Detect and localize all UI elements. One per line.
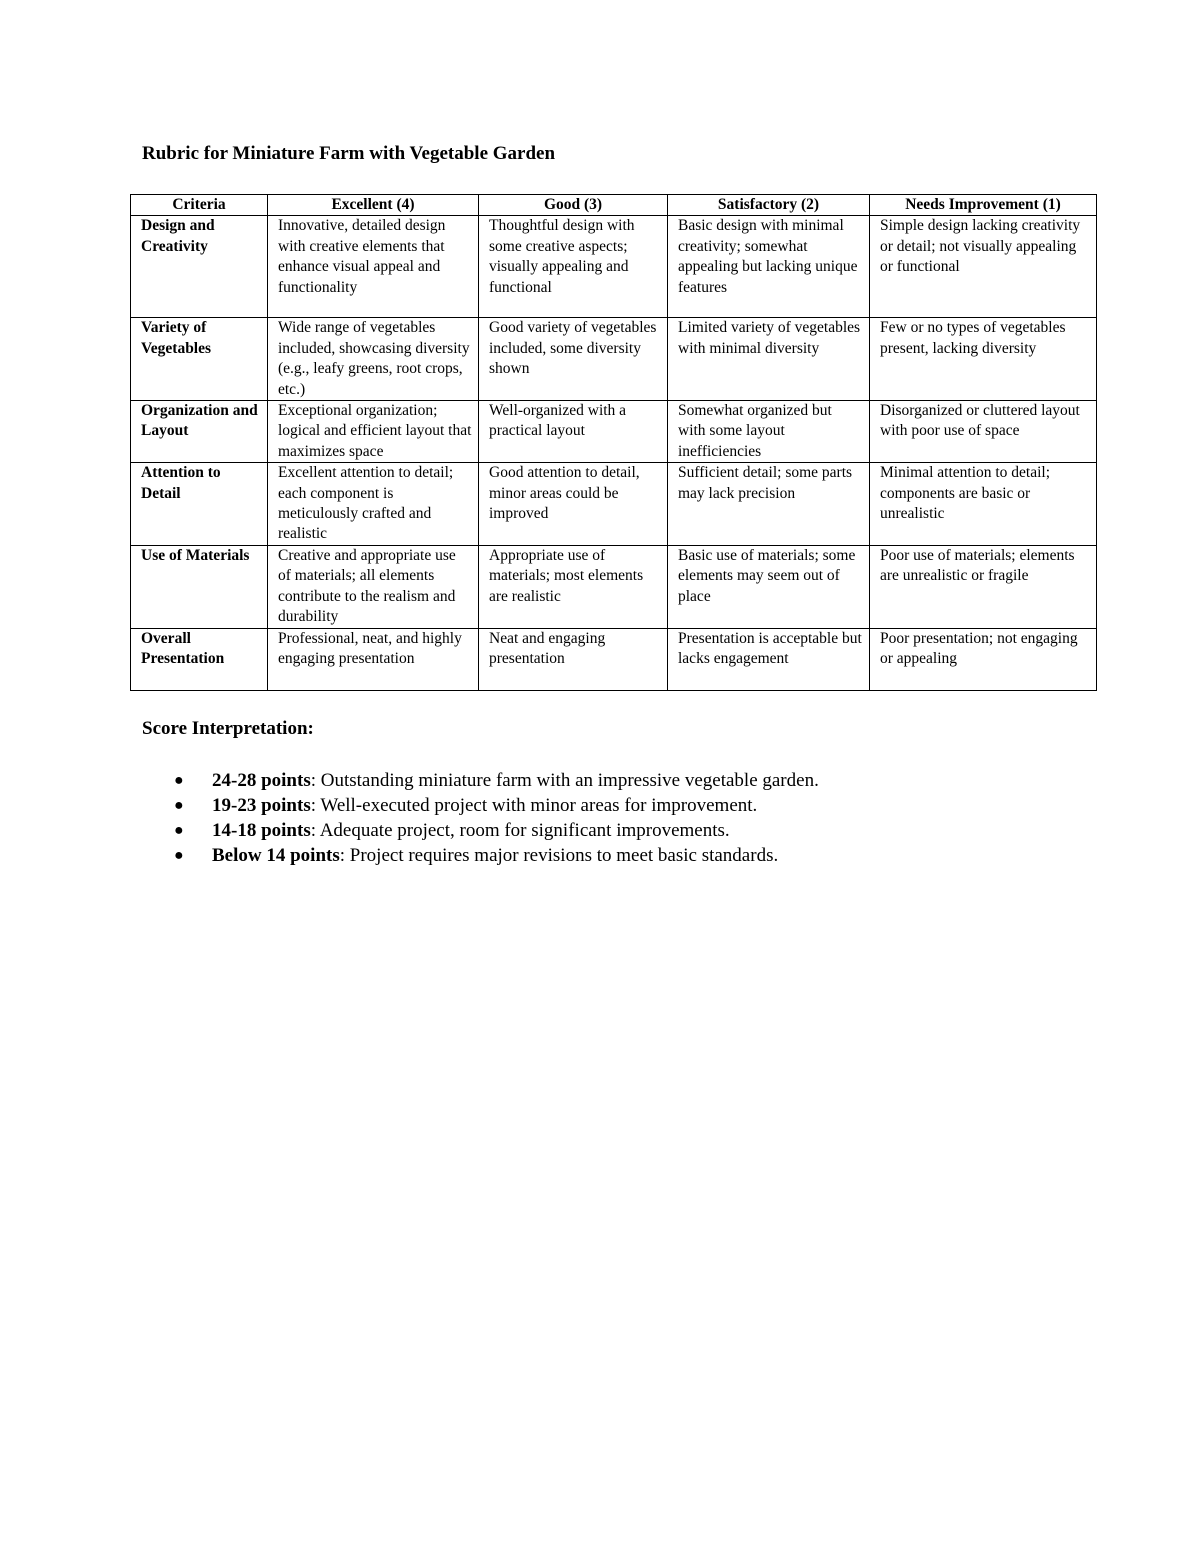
column-header-satisfactory: Satisfactory (2) <box>668 195 870 216</box>
excellent-cell: Wide range of vegetables included, showcasing diversity (e.g., leafy greens, root crops, etc.) <box>268 318 479 401</box>
excellent-cell: Excellent attention to detail; each component is meticulously crafted and realistic <box>268 463 479 546</box>
good-cell: Thoughtful design with some creative aspects; visually appealing and functional <box>479 216 668 318</box>
table-header-row <box>131 195 1097 216</box>
column-header-criteria: Criteria <box>131 195 268 216</box>
satisfactory-cell: Presentation is acceptable but lacks engagement <box>668 628 870 690</box>
list-item <box>174 768 819 793</box>
bullet-icon: ● <box>174 822 184 839</box>
excellent-cell: Innovative, detailed design with creative elements that enhance visual appeal and functionality <box>268 216 479 318</box>
table-row <box>131 401 1097 463</box>
bullet-icon: ● <box>174 772 184 789</box>
score-range: Below 14 points <box>212 845 340 866</box>
bullet-icon: ● <box>174 797 184 814</box>
excellent-cell: Exceptional organization; logical and efficient layout that maximizes space <box>268 401 479 463</box>
needs-improvement-cell: Poor presentation; not engaging or appealing <box>870 628 1097 690</box>
satisfactory-cell: Limited variety of vegetables with minimal diversity <box>668 318 870 401</box>
satisfactory-cell: Somewhat organized but with some layout inefficiencies <box>668 401 870 463</box>
satisfactory-cell: Basic design with minimal creativity; somewhat appealing but lacking unique features <box>668 216 870 318</box>
rubric-table <box>130 194 1097 691</box>
excellent-cell: Professional, neat, and highly engaging presentation <box>268 628 479 690</box>
column-header-needs-improvement: Needs Improvement (1) <box>870 195 1097 216</box>
column-header-excellent: Excellent (4) <box>268 195 479 216</box>
criteria-cell: Attention to Detail <box>131 463 268 546</box>
table-row <box>131 463 1097 546</box>
list-item <box>174 793 819 818</box>
score-range: 24-28 points <box>212 770 311 791</box>
table-row <box>131 545 1097 628</box>
score-interpretation-heading: Score Interpretation: <box>142 718 314 739</box>
criteria-cell: Use of Materials <box>131 545 268 628</box>
score-description: : Adequate project, room for significant improvements. <box>310 820 730 841</box>
needs-improvement-cell: Disorganized or cluttered layout with poor use of space <box>870 401 1097 463</box>
satisfactory-cell: Sufficient detail; some parts may lack precision <box>668 463 870 546</box>
list-item <box>174 843 819 868</box>
excellent-cell: Creative and appropriate use of materials; all elements contribute to the realism and durability <box>268 545 479 628</box>
criteria-cell: Design and Creativity <box>131 216 268 318</box>
criteria-cell: Overall Presentation <box>131 628 268 690</box>
good-cell: Good variety of vegetables included, some diversity shown <box>479 318 668 401</box>
score-description: : Well-executed project with minor areas for improvement. <box>310 795 758 816</box>
table-row <box>131 628 1097 690</box>
score-range: 14-18 points <box>212 820 311 841</box>
table-row <box>131 216 1097 318</box>
satisfactory-cell: Basic use of materials; some elements may seem out of place <box>668 545 870 628</box>
good-cell: Appropriate use of materials; most elements are realistic <box>479 545 668 628</box>
criteria-cell: Organization and Layout <box>131 401 268 463</box>
score-description: : Project requires major revisions to meet basic standards. <box>339 845 779 866</box>
needs-improvement-cell: Minimal attention to detail; components are basic or unrealistic <box>870 463 1097 546</box>
table-row <box>131 318 1097 401</box>
score-range: 19-23 points <box>212 795 311 816</box>
good-cell: Neat and engaging presentation <box>479 628 668 690</box>
page-title: Rubric for Miniature Farm with Vegetable Garden <box>142 143 556 164</box>
good-cell: Good attention to detail, minor areas could be improved <box>479 463 668 546</box>
good-cell: Well-organized with a practical layout <box>479 401 668 463</box>
score-interpretation-list <box>174 768 819 868</box>
score-description: : Outstanding miniature farm with an impressive vegetable garden. <box>310 770 819 791</box>
criteria-cell: Variety of Vegetables <box>131 318 268 401</box>
bullet-icon: ● <box>174 847 184 864</box>
needs-improvement-cell: Poor use of materials; elements are unrealistic or fragile <box>870 545 1097 628</box>
needs-improvement-cell: Simple design lacking creativity or detail; not visually appealing or functional <box>870 216 1097 318</box>
list-item <box>174 818 819 843</box>
column-header-good: Good (3) <box>479 195 668 216</box>
needs-improvement-cell: Few or no types of vegetables present, lacking diversity <box>870 318 1097 401</box>
